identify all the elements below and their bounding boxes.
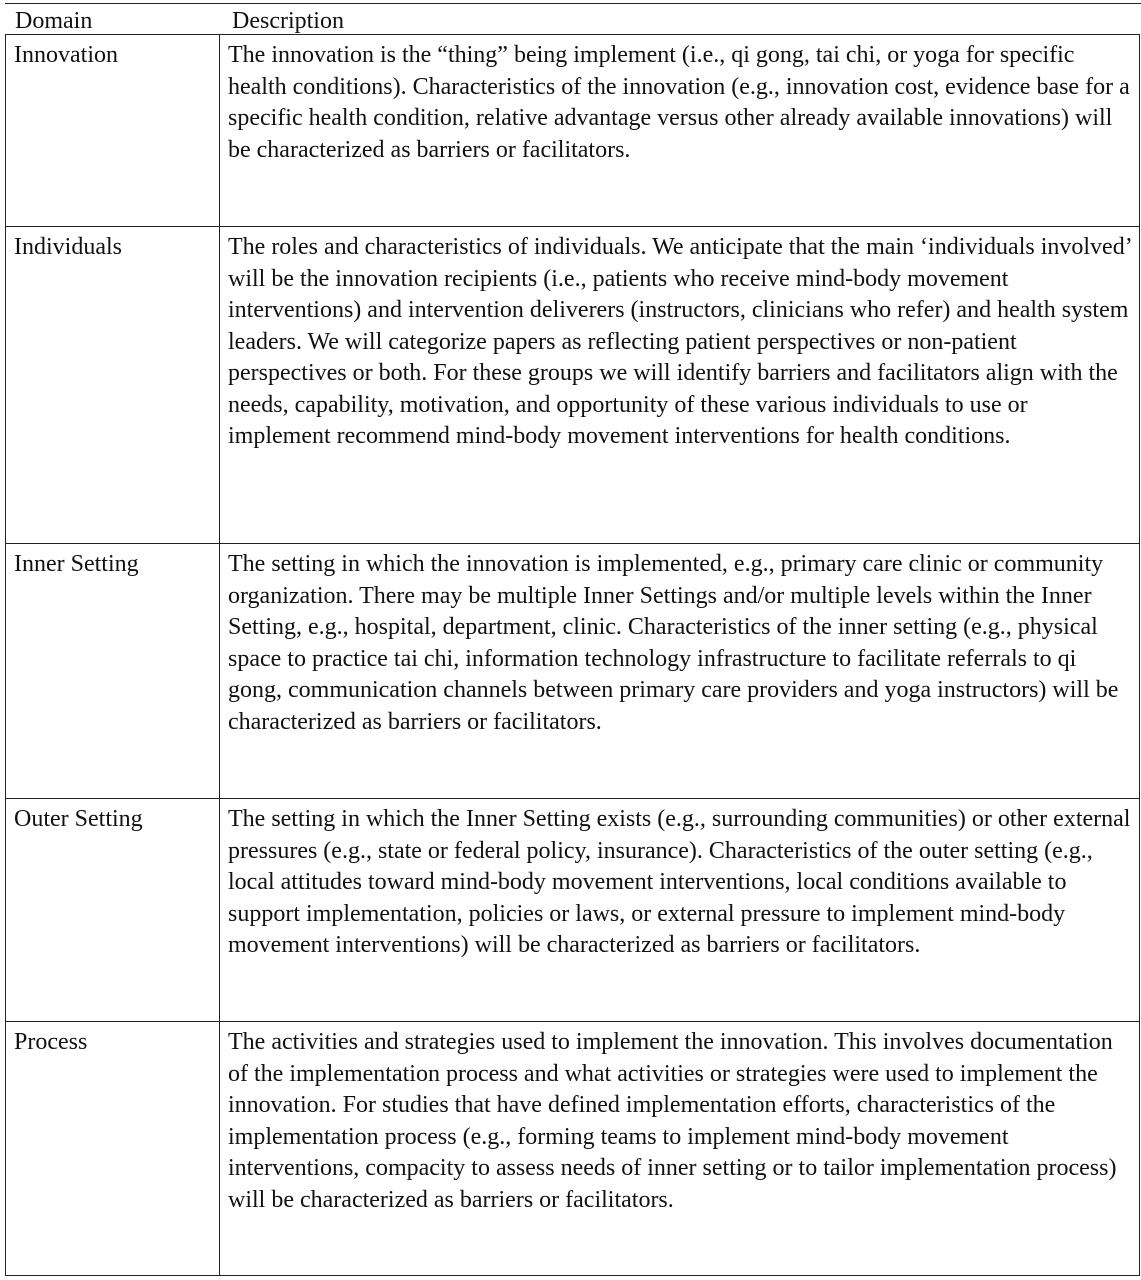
table-header <box>5 3 1141 35</box>
domain-cell: Inner Setting <box>6 544 220 799</box>
description-cell: The setting in which the innovation is implemented, e.g., primary care clinic or community organization. There may be multiple Inner Settings and/or multiple levels within the Inner Setting, e.g., hospital, department, clinic. Characteristics of the inner setting (e.g., physical space to practice tai chi, information technology infrastructure to facilitate referrals to qi gong, communication channels between primary care providers and yoga instructors) will be characterized as barriers or facilitators. <box>220 544 1140 799</box>
description-cell: The setting in which the Inner Setting exists (e.g., surrounding communities) or other external pressures (e.g., state or federal policy, insurance). Characteristics of the outer setting (e.g., local attitudes toward mind-body movement interventions, local conditions available to support implementation, policies or laws, or external pressure to implement mind-body movement interventions) will be characterized as barriers or facilitators. <box>220 799 1140 1022</box>
header-description: Description <box>232 8 344 34</box>
domain-cell: Innovation <box>6 35 220 227</box>
table-row <box>6 227 1140 544</box>
domain-cell: Process <box>6 1022 220 1276</box>
table-row <box>6 35 1140 227</box>
table-row <box>6 544 1140 799</box>
domain-cell: Outer Setting <box>6 799 220 1022</box>
domain-cell: Individuals <box>6 227 220 544</box>
description-cell: The activities and strategies used to implement the innovation. This involves documentation of the implementation process and what activities or strategies were used to implement the innovation. For studies that have defined implementation efforts, characteristics of the implementation process (e.g., forming teams to implement mind-body movement interventions, compacity to assess needs of inner setting or to tailor implementation process) will be characterized as barriers or facilitators. <box>220 1022 1140 1276</box>
table-row <box>6 1022 1140 1276</box>
description-cell: The roles and characteristics of individuals. We anticipate that the main ‘individuals involved’ will be the innovation recipients (i.e., patients who receive mind-body movement interventions) and intervention deliverers (instructors, clinicians who refer) and health system leaders. We will categorize papers as reflecting patient perspectives or non-patient perspectives or both. For these groups we will identify barriers and facilitators align with the needs, capability, motivation, and opportunity of these various individuals to use or implement recommend mind-body movement interventions for health conditions. <box>220 227 1140 544</box>
domain-table <box>5 34 1140 1276</box>
table-row <box>6 799 1140 1022</box>
description-cell: The innovation is the “thing” being implement (i.e., qi gong, tai chi, or yoga for specific health conditions). Characteristics of the innovation (e.g., innovation cost, evidence base for a specific health condition, relative advantage versus other already available innovations) will be characterized as barriers or facilitators. <box>220 35 1140 227</box>
header-domain: Domain <box>15 8 93 34</box>
